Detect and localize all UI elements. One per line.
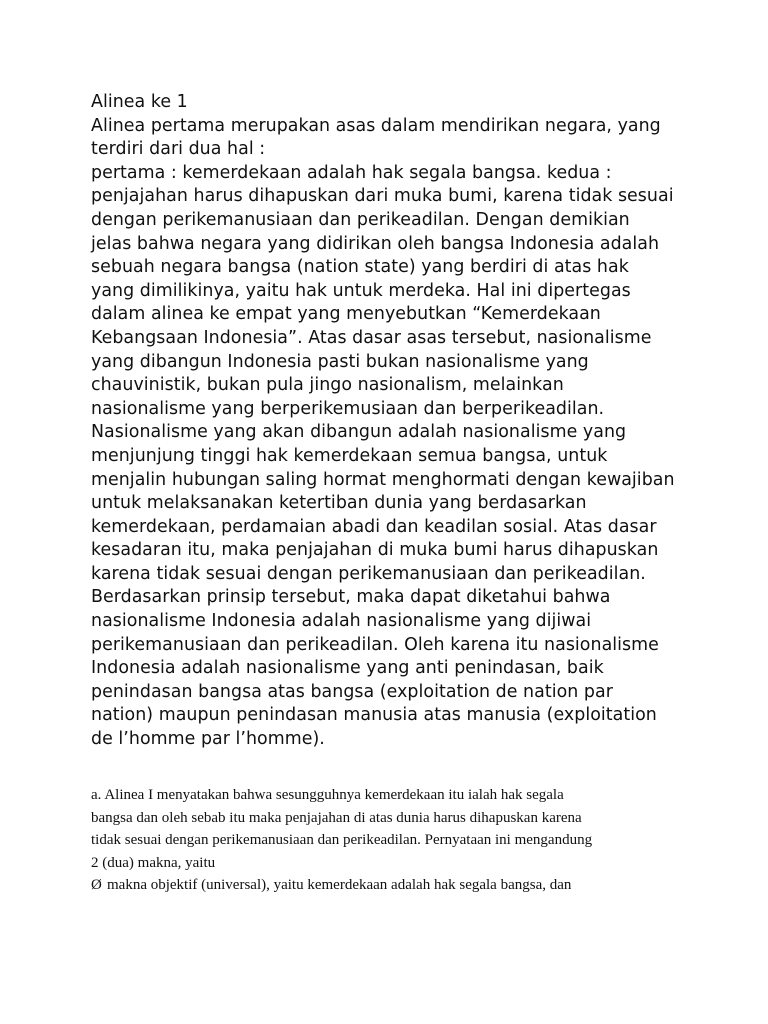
paragraph-line: dalam alinea ke empat yang menyebutkan “Kemerdekaan [91,304,601,325]
paragraph-line: untuk melaksanakan ketertiban dunia yang berdasarkan [91,493,587,514]
serif-paragraph-line: 2 (dua) makna, yaitu [91,854,216,871]
paragraph-line: kemerdekaan, perdamaian abadi dan keadilan sosial. Atas dasar [91,516,657,537]
paragraph-line: sebuah negara bangsa (nation state) yang berdiri di atas hak [91,257,629,278]
paragraph-line: pertama : kemerdekaan adalah hak segala bangsa. kedua : [91,162,612,183]
paragraph-line: jelas bahwa negara yang didirikan oleh bangsa Indonesia adalah [91,233,660,254]
paragraph-line: nasionalisme yang berperikemusiaan dan berperikeadilan. [91,398,605,419]
serif-paragraph-line: bangsa dan oleh sebab itu maka penjajahan di atas dunia harus dihapuskan karena [91,809,582,826]
paragraph-line: menjalin hubungan saling hormat menghormati dengan kewajiban [91,469,675,490]
main-text-block [91,91,751,752]
paragraph-line: yang dimilikinya, yaitu hak untuk merdeka. Hal ini dipertegas [91,280,631,301]
serif-paragraph-line: a. Alinea I menyatakan bahwa sesungguhnya kemerdekaan itu ialah hak segala [91,787,564,803]
paragraph-line: penindasan bangsa atas bangsa (exploitation de nation par [91,681,613,702]
paragraph-line: yang dibangun Indonesia pasti bukan nasionalisme yang [91,351,589,372]
paragraph-line: Indonesia adalah nasionalisme yang anti penindasan, baik [91,658,604,679]
paragraph-line: terdiri dari dua hal : [91,139,266,160]
section-heading: Alinea ke 1 [91,92,188,112]
paragraph-line: nation) maupun penindasan manusia atas manusia (exploitation [91,705,657,726]
paragraph-line: kesadaran itu, maka penjajahan di muka bumi harus dihapuskan [91,540,659,561]
bullet-text: makna objektif (universal), yaitu kemerdekaan adalah hak segala bangsa, dan [107,877,572,894]
paragraph-line: dengan perikemanusiaan dan perikeadilan. Dengan demikian [91,209,630,230]
paragraph-line: nasionalisme Indonesia adalah nasionalisme yang dijiwai [91,611,592,632]
paragraph-line: penjajahan harus dihapuskan dari muka bumi, karena tidak sesuai [91,186,674,207]
paragraph-line: karena tidak sesuai dengan perikemanusiaan dan perikeadilan. [91,563,646,584]
paragraph-line: perikemanusiaan dan perikeadilan. Oleh karena itu nasionalisme [91,634,659,655]
paragraph-line: Kebangsaan Indonesia”. Atas dasar asas tersebut, nasionalisme [91,327,652,348]
paragraph-line: menjunjung tinggi hak kemerdekaan semua bangsa, untuk [91,445,608,466]
bullet-icon: Ø [91,877,102,894]
paragraph-line: Nasionalisme yang akan dibangun adalah nasionalisme yang [91,422,627,443]
paragraph-line: de l’homme par l’homme). [91,729,325,750]
bullet-item [91,874,751,897]
paragraph-line: chauvinistik, bukan pula jingo nasionalism, melainkan [91,375,564,396]
serif-text-block [91,784,751,897]
serif-paragraph-line: tidak sesuai dengan perikemanusiaan dan perikeadilan. Pernyataan ini mengandung [91,832,593,849]
paragraph-line: Alinea pertama merupakan asas dalam mendirikan negara, yang [91,115,661,136]
paragraph-line: Berdasarkan prinsip tersebut, maka dapat diketahui bahwa [91,587,611,608]
